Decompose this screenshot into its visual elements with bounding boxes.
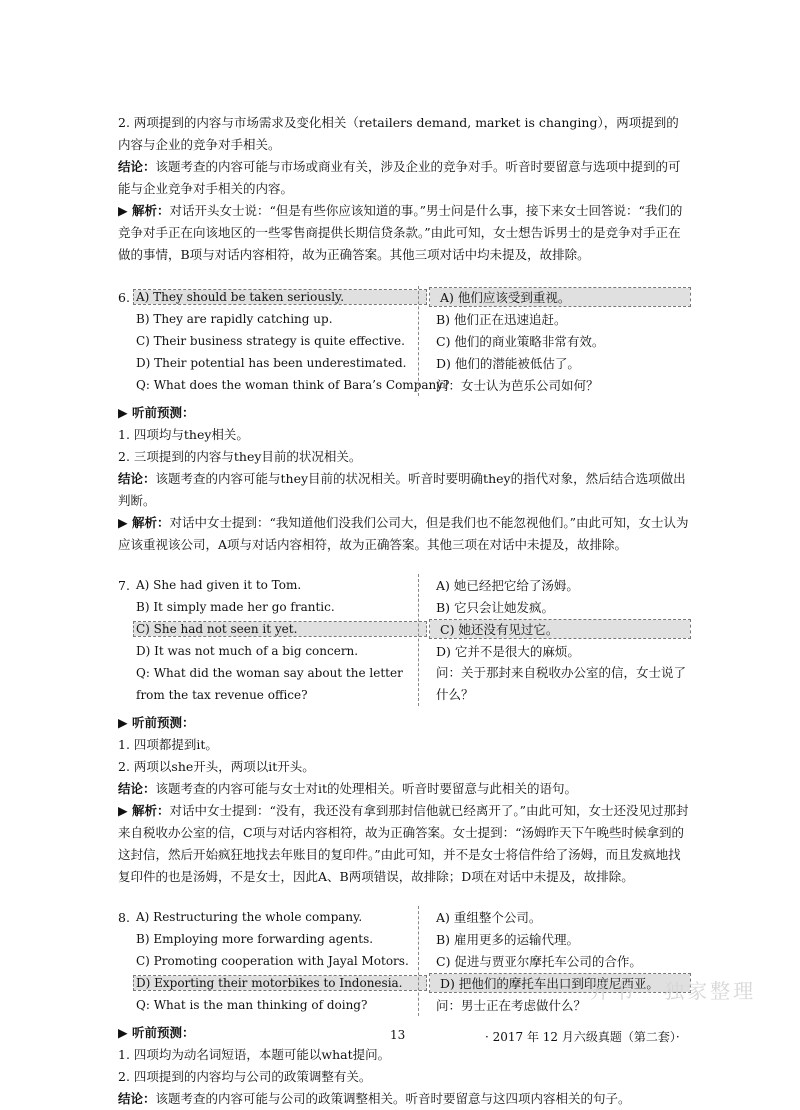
option-en: A) She had given it to Tom. bbox=[136, 578, 302, 592]
option-en: A) They should be taken seriously. bbox=[134, 290, 426, 304]
option-row bbox=[118, 640, 690, 662]
analysis bbox=[118, 800, 690, 888]
exam-title: · 2017 年 12 月六级真题（第二套）· bbox=[485, 1030, 680, 1044]
option-en: D) Their potential has been underestimated. bbox=[136, 356, 407, 370]
analysis bbox=[118, 200, 690, 266]
option-en: A) Restructuring the whole company. bbox=[136, 910, 363, 924]
question-en: Q: What is the man thinking of doing? bbox=[136, 998, 368, 1012]
option-row bbox=[118, 928, 690, 950]
question-row bbox=[118, 374, 690, 396]
question-6 bbox=[118, 286, 690, 396]
conclusion-label: 结论： bbox=[118, 159, 156, 174]
conclusion-text: 该题考查的内容可能与公司的政策调整相关。听音时要留意与这四项内容相关的句子。 bbox=[155, 1091, 631, 1106]
option-cn: A) 他们应该受到重视。 bbox=[430, 288, 690, 306]
option-en: D) Exporting their motorbikes to Indonesia. bbox=[134, 976, 426, 990]
analysis-text: 对话中女士提到：“我知道他们没我们公司大，但是我们也不能忽视他们。”由此可知，女士认为应该重视该公司，A项与对话内容相符，故为正确答案。其他三项在对话中未提及，故排除。 bbox=[118, 515, 689, 552]
conclusion bbox=[118, 156, 690, 200]
option-en: C) Promoting cooperation with Jayal Motors. bbox=[136, 954, 409, 968]
conclusion-label: 结论： bbox=[118, 1091, 156, 1106]
option-cn: D) 把他们的摩托车出口到印度尼西亚。 bbox=[430, 974, 690, 992]
option-cn: A) 她已经把它给了汤姆。 bbox=[436, 578, 579, 593]
analysis-label: ▶ 解析： bbox=[118, 203, 170, 218]
conclusion-text: 该题考查的内容可能与市场或商业有关，涉及企业的竞争对手。听音时要留意与选项中提到的可能与企业竞争对手相关的内容。 bbox=[118, 159, 681, 196]
prediction-item: 2. 四项提到的内容均与公司的政策调整有关。 bbox=[118, 1069, 372, 1084]
option-row bbox=[118, 308, 690, 330]
prediction-heading: ▶ 听前预测： bbox=[118, 715, 195, 730]
option-en: C) Their business strategy is quite effective. bbox=[136, 334, 405, 348]
prediction-heading: ▶ 听前预测： bbox=[118, 1025, 195, 1040]
option-en: C) She had not seen it yet. bbox=[134, 622, 426, 636]
option-en: D) It was not much of a big concern. bbox=[136, 644, 359, 658]
analysis-label: ▶ 解析： bbox=[118, 803, 170, 818]
option-cn: A) 重组整个公司。 bbox=[436, 910, 542, 925]
column-divider bbox=[418, 906, 419, 1016]
question-number: 7. bbox=[118, 577, 130, 593]
option-en: B) Employing more forwarding agents. bbox=[136, 932, 374, 946]
option-row bbox=[118, 330, 690, 352]
option-row bbox=[118, 596, 690, 618]
question-en: Q: What did the woman say about the letter from the tax revenue office? bbox=[136, 666, 403, 702]
analysis-text: 对话开头女士说：“但是有些你应该知道的事。”男士问是什么事，接下来女士回答说：“我们的竞争对手正在向该地区的一些零售商提供长期信贷条款。”由此可知，女士想告诉男士的是竞争对手正在做的事情，B项与对话内容相符，故为正确答案。其他三项对话中均未提及，故排除。 bbox=[118, 203, 683, 262]
prediction-item: 1. 四项均与they相关。 bbox=[118, 427, 249, 442]
option-row-correct bbox=[118, 286, 690, 308]
analysis-text: 对话中女士提到：“没有，我还没有拿到那封信他就已经离开了。”由此可知，女士还没见过那封来自税收办公室的信，C项与对话内容相符，故为正确答案。女士提到：“汤姆昨天下午晚些时候拿到的这封信，然后开始疯狂地找去年账目的复印件。”由此可知，并不是女士将信件给了汤姆，而且发疯地找复印件的也是汤姆，不是女士，因此A、B两项错误，故排除；D项在对话中未提及，故排除。 bbox=[118, 803, 689, 884]
option-row bbox=[118, 906, 690, 928]
question-number: 8. bbox=[118, 909, 130, 925]
prediction-item: 1. 四项都提到it。 bbox=[118, 737, 218, 752]
question-number: 6. bbox=[118, 289, 130, 305]
question-7 bbox=[118, 574, 690, 706]
conclusion bbox=[118, 1088, 690, 1110]
question-cn: 问：男士正在考虑做什么？ bbox=[436, 998, 587, 1013]
option-row-correct bbox=[118, 618, 690, 640]
conclusion-text: 该题考查的内容可能与女士对it的处理相关。听音时要留意与此相关的语句。 bbox=[155, 781, 578, 796]
option-cn: C) 她还没有见过它。 bbox=[430, 620, 690, 638]
question-row bbox=[118, 662, 690, 706]
option-en: B) They are rapidly catching up. bbox=[136, 312, 333, 326]
option-cn: B) 它只会让她发疯。 bbox=[436, 600, 555, 615]
option-cn: B) 雇用更多的运输代理。 bbox=[436, 932, 580, 947]
option-cn: B) 他们正在迅速追赶。 bbox=[436, 312, 567, 327]
column-divider bbox=[418, 286, 419, 396]
option-cn: D) 它并不是很大的麻烦。 bbox=[436, 644, 580, 659]
prediction-heading: ▶ 听前预测： bbox=[118, 405, 195, 420]
prediction-item: 2. 两项以she开头，两项以it开头。 bbox=[118, 759, 315, 774]
conclusion-label: 结论： bbox=[118, 471, 156, 486]
option-en: B) It simply made her go frantic. bbox=[136, 600, 335, 614]
prediction-item: 1. 四项均为动名词短语，本题可能以what提问。 bbox=[118, 1047, 391, 1062]
document-body bbox=[118, 112, 690, 1110]
prediction-item: 2. 三项提到的内容与they目前的状况相关。 bbox=[118, 449, 362, 464]
column-divider bbox=[418, 574, 419, 706]
analysis-label: ▶ 解析： bbox=[118, 515, 170, 530]
watermark: 开书 · 独家整理 bbox=[590, 979, 757, 1003]
conclusion bbox=[118, 468, 690, 512]
prediction-line: 2. 两项提到的内容与市场需求及变化相关（retailers demand, market is changing），两项提到的内容与企业的竞争对手相关。 bbox=[118, 115, 679, 152]
question-cn: 问：女士认为芭乐公司如何？ bbox=[436, 378, 599, 393]
option-cn: D) 他们的潜能被低估了。 bbox=[436, 356, 580, 371]
option-row bbox=[118, 352, 690, 374]
question-en: Q: What does the woman think of Bara’s Company? bbox=[136, 378, 450, 392]
option-cn: C) 促进与贾亚尔摩托车公司的合作。 bbox=[436, 954, 642, 969]
conclusion bbox=[118, 778, 690, 800]
question-cn: 问：关于那封来自税收办公室的信，女士说了什么？ bbox=[436, 665, 687, 702]
option-row bbox=[118, 950, 690, 972]
option-row bbox=[118, 574, 690, 596]
conclusion-text: 该题考查的内容可能与they目前的状况相关。听音时要明确they的指代对象，然后结合选项做出判断。 bbox=[118, 471, 686, 508]
option-cn: C) 他们的商业策略非常有效。 bbox=[436, 334, 605, 349]
analysis bbox=[118, 512, 690, 556]
conclusion-label: 结论： bbox=[118, 781, 156, 796]
page-number: 13 bbox=[390, 1028, 406, 1042]
